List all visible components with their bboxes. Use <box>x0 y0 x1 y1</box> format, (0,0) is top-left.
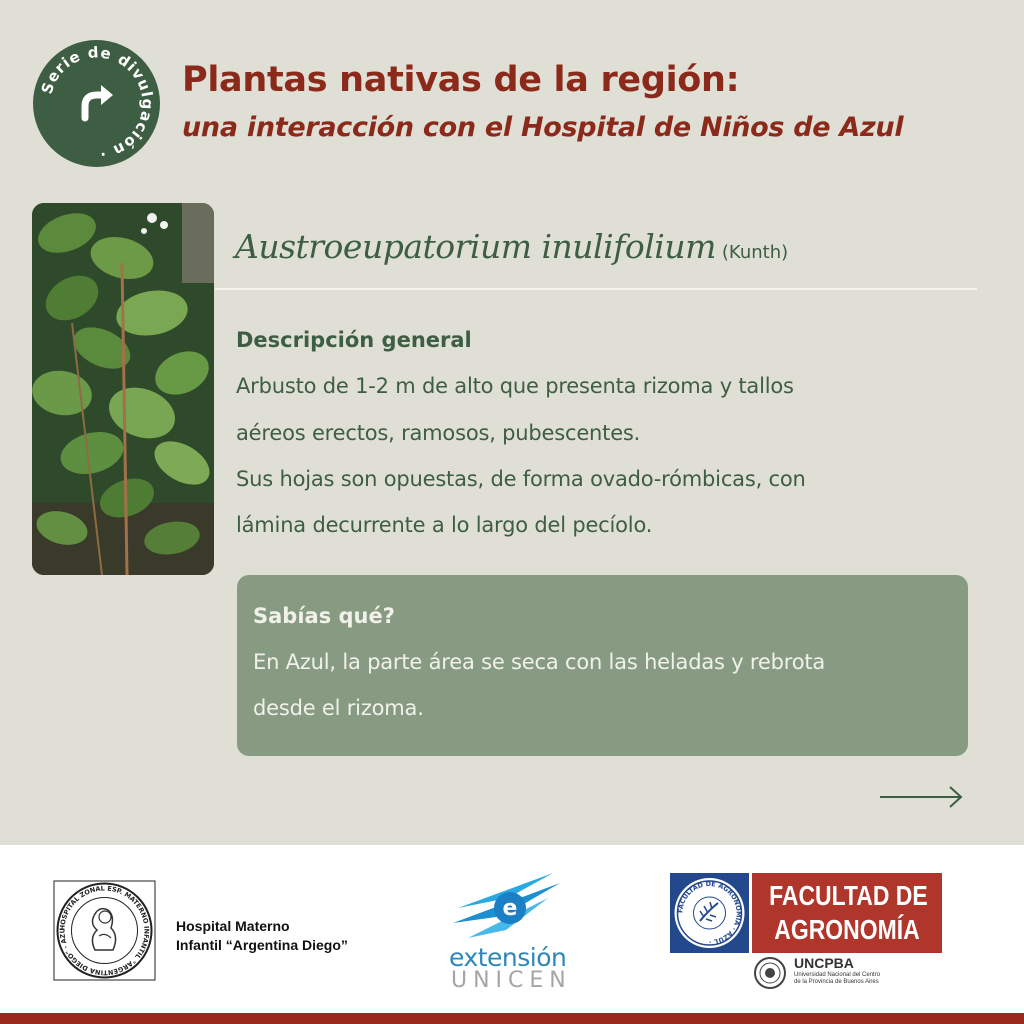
species-author: (Kunth) <box>721 242 789 263</box>
page-title: Plantas nativas de la región: <box>182 60 740 100</box>
extension-logo <box>448 868 568 948</box>
description-line: Sus hojas son opuestas, de forma ovado-rómbicas, con <box>236 467 806 491</box>
bottom-bar <box>0 1013 1024 1024</box>
faculty-seal-text: FACULTAD DE AGRONOMÍA · AZUL · <box>676 879 743 947</box>
description-line: Arbusto de 1-2 m de alto que presenta rizoma y tallos <box>236 374 794 398</box>
faculty-seal <box>670 873 749 953</box>
species-name <box>235 227 788 266</box>
university-full-line: Universidad Nacional del Centro <box>794 972 881 978</box>
hospital-name-line: Infantil “Argentina Diego” <box>176 937 348 953</box>
hospital-seal-text: HOSPITAL ZONAL ESP. MATERNO INFANTIL "ARGENTINA DIEGO" · AZU <box>58 884 151 977</box>
plant-photo <box>32 203 214 575</box>
curved-arrow-icon <box>85 85 113 118</box>
faculty-title-line: FACULTAD DE <box>769 880 928 911</box>
university-seal-icon <box>753 956 787 990</box>
fact-line: En Azul, la parte área se seca con las heladas y rebrota <box>253 650 826 674</box>
fact-line: desde el rizoma. <box>253 696 424 720</box>
right-arrow-icon[interactable] <box>878 784 964 810</box>
scientific-name: Austroeupatorium inulifolium <box>235 227 716 266</box>
fact-box <box>237 575 968 756</box>
description-line: aéreos erectos, ramosos, pubescentes. <box>236 421 641 445</box>
hospital-logo <box>53 880 156 981</box>
extension-sub: UNICEN <box>451 968 572 993</box>
extension-word: extensión <box>449 943 567 972</box>
hospital-name <box>176 917 348 955</box>
description-heading: Descripción general <box>236 328 472 352</box>
university-name: UNCPBA <box>794 955 854 971</box>
university-full-line: de la Provincia de Buenos Aires <box>794 979 879 985</box>
extension-letter: e <box>502 896 518 921</box>
hospital-name-line: Hospital Materno <box>176 918 290 934</box>
badge-text: Serie de divulgación · <box>37 43 157 164</box>
university-full-name <box>794 972 880 986</box>
series-badge <box>33 40 160 167</box>
description-line: lámina decurrente a lo largo del pecíolo. <box>236 513 653 537</box>
svg-text:Serie de divulgación · <box>38 43 157 163</box>
page-subtitle: una interacción con el Hospital de Niños de Azul <box>182 112 904 143</box>
faculty-title-box <box>752 873 942 953</box>
divider <box>215 288 977 290</box>
fact-heading: Sabías qué? <box>253 604 395 628</box>
faculty-title-line: AGRONOMÍA <box>774 914 920 945</box>
